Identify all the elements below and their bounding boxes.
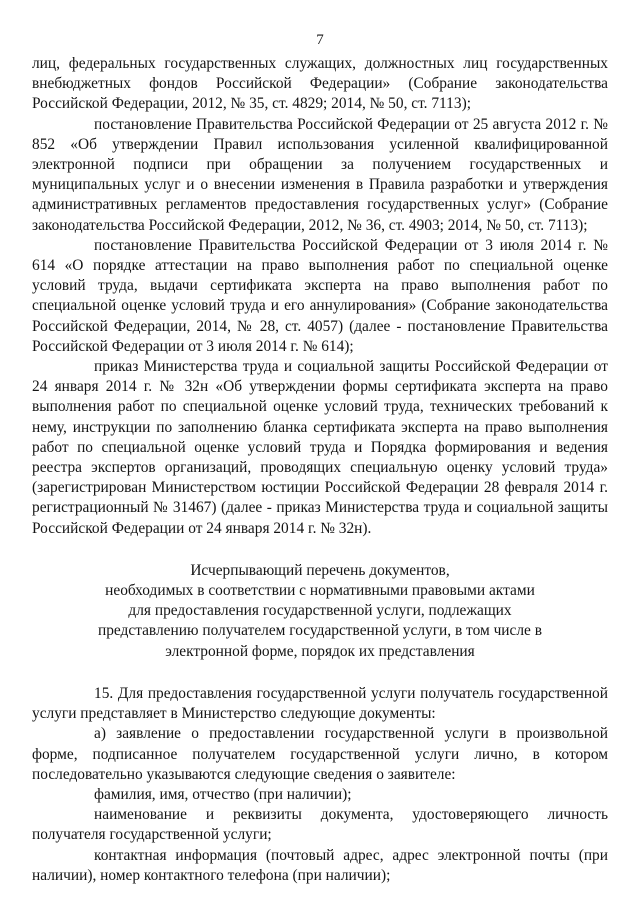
- paragraph-decree-614: постановление Правительства Российской Федерации от 3 июля 2014 г. № 614 «О порядке аттестации на право выполнения работ по специальной оценке условий труда, выдачи сертификата эксперта на право выполнения работ по специальной оценке условий труда и его аннулирования» (Собрание законодательства Российской Федерации, 2014, № 28, ст. 4057) (далее - постановление Правительства Российской Федерации от 3 июля 2014 г. № 614);: [32, 236, 608, 355]
- heading-line: электронной форме, порядок их представления: [165, 642, 475, 660]
- section-heading: [32, 561, 608, 662]
- page-number: 7: [316, 32, 324, 48]
- document-body: [32, 54, 608, 886]
- heading-line: для предоставления государственной услуги, подлежащих: [128, 602, 512, 620]
- paragraph-item-a: а) заявление о предоставлении государственной услуги в произвольной форме, подписанное получателем государственной услуги лично, в котором последовательно указываются следующие сведения о заявителе:: [32, 725, 608, 783]
- paragraph-order-32n: приказ Министерства труда и социальной защиты Российской Федерации от 24 января 2014 г. № 32н «Об утверждении формы сертификата эксперта на право выполнения работ по специальной оценке условий труда, технических требований к нему, инструкции по заполнению бланка сертификата эксперта на право выполнения работ по специальной оценке условий труда и Порядка формирования и ведения реестра экспертов организаций, проводящих специальную оценку условий труда» (зарегистрирован Министерством юстиции Российской Федерации 28 февраля 2014 г. регистрационный № 31467) (далее - приказ Министерства труда и социальной защиты Российской Федерации от 24 января 2014 г. № 32н).: [32, 358, 608, 537]
- paragraph-item-15: 15. Для предоставления государственной услуги получатель государственной услуги представляет в Министерство следующие документы:: [32, 684, 608, 723]
- paragraph-continuation: лиц, федеральных государственных служащих, должностных лиц государственных внебюджетных фондов Российской Федерации» (Собрание законодательства Российской Федерации, 2012, № 35, ст. 4829; 2014, № 50, ст. 7113);: [32, 55, 608, 113]
- paragraph-identity-document: наименование и реквизиты документа, удостоверяющего личность получателя государственной услуги;: [32, 806, 608, 844]
- heading-line: представлению получателем государственной услуги, в том числе в: [97, 622, 543, 640]
- paragraph-decree-852: постановление Правительства Российской Федерации от 25 августа 2012 г. № 852 «Об утверждении Правил использования усиленной квалифицированной электронной подписи при обращении за получением государственных и муниципальных услуг и о внесении изменения в Правила разработки и утверждения административных регламентов предоставления государственных услуг» (Собрание законодательства Российской Федерации, 2012, № 36, ст. 4903; 2014, № 50, ст. 7113);: [32, 115, 608, 234]
- paragraph-contact-info: контактная информация (почтовый адрес, адрес электронной почты (при наличии), номер контактного телефона (при наличии);: [32, 846, 608, 884]
- heading-line: необходимых в соответствии с нормативными правовыми актами: [105, 582, 535, 600]
- heading-line: Исчерпывающий перечень документов,: [190, 561, 450, 579]
- paragraph-full-name: фамилия, имя, отчество (при наличии);: [94, 785, 352, 803]
